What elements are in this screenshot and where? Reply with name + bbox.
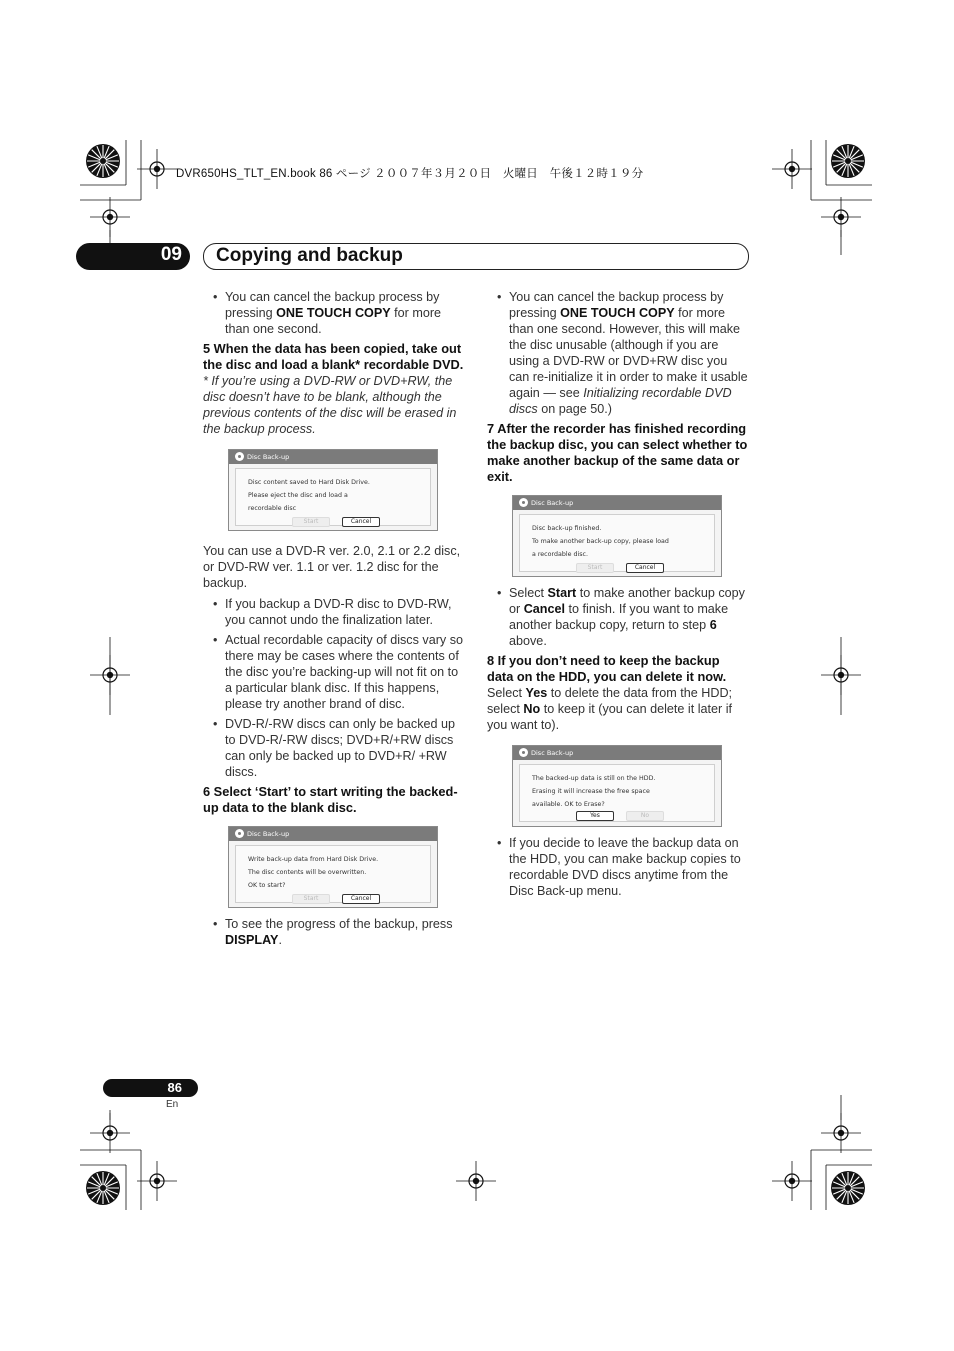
screen-text: Please eject the disc and load a	[248, 492, 348, 499]
screen-title-bar: Disc Back-up	[513, 746, 721, 760]
screen-text: a recordable disc.	[532, 551, 588, 558]
cancel-button[interactable]: Cancel	[342, 894, 380, 904]
chapter-badge	[76, 243, 190, 270]
screen-title-bar: Disc Back-up	[229, 827, 437, 841]
list-item: • You can cancel the backup process by pressing ONE TOUCH COPY for more than one second. However, this will make the disc unusable (although if you are using a DVD-RW or DVD+RW disc you can re-initialize it in order to make it usable again — see Initializing recordable DVD discs on page 50.)	[487, 289, 749, 417]
step-5-heading: 5 When the data has been copied, take out the disc and load a blank* recordable DVD.	[203, 341, 464, 372]
bullet-list	[487, 289, 749, 417]
chapter-number: 09	[160, 244, 182, 265]
list-item: • If you backup a DVD-R disc to DVD-RW, you cannot undo the finalization later.	[203, 596, 465, 628]
screen-text: The disc contents will be overwritten.	[248, 869, 367, 876]
list-item: • Select Start to make another backup copy or Cancel to finish. If you want to make another backup copy, return to step 6 above.	[487, 585, 749, 649]
cancel-button[interactable]: Cancel	[626, 563, 664, 573]
screen-text: Disc back-up finished.	[532, 525, 602, 532]
cancel-button[interactable]: Cancel	[342, 517, 380, 527]
screen-text: To make another back-up copy, please load	[532, 538, 669, 545]
compatible-discs-paragraph: You can use a DVD-R ver. 2.0, 2.1 or 2.2 disc, or DVD-RW ver. 1.1 or ver. 1.2 disc for the backup.	[203, 544, 461, 590]
disc-icon	[235, 452, 244, 461]
step-6-heading: 6 Select ‘Start’ to start writing the backed-up data to the blank disc.	[203, 784, 458, 815]
chapter-header	[203, 243, 749, 270]
no-button[interactable]: No	[626, 811, 664, 821]
list-item: • DVD-R/-RW discs can only be backed up to DVD-R/-RW discs; DVD+R/+RW discs can only be backed up to DVD+R/ +RW discs.	[203, 716, 465, 780]
screen-text: Disc content saved to Hard Disk Drive.	[248, 479, 370, 486]
disc-backup-screen-1	[228, 449, 438, 531]
screen-text: OK to start?	[248, 882, 286, 889]
chapter-title: Copying and backup	[216, 245, 403, 266]
screen-text: recordable disc	[248, 505, 297, 512]
bullet-list	[487, 585, 749, 649]
print-header: DVR650HS_TLT_EN.book 86 ページ ２００７年３月２０日 火曜日 午後１２時１９分	[176, 168, 644, 180]
right-column	[487, 289, 749, 899]
bullet-list	[487, 835, 749, 899]
disc-icon	[519, 748, 528, 757]
start-button[interactable]: Start	[576, 563, 614, 573]
page-number-badge	[103, 1079, 198, 1097]
screen-title-bar: Disc Back-up	[513, 496, 721, 510]
list-item: • If you decide to leave the backup data on the HDD, you can make backup copies to recordable DVD discs anytime from the Disc Back-up menu.	[487, 835, 749, 899]
step-5-note: * If you’re using a DVD-RW or DVD+RW, the disc doesn’t have to be blank, although the previous contents of the disc will be erased in the backup process.	[203, 374, 457, 436]
bullet-list	[203, 596, 465, 780]
disc-backup-screen-3	[512, 495, 722, 577]
step-7-heading: 7 After the recorder has finished recording the backup disc, you can select whether to make another backup of the same data or exit.	[487, 421, 748, 484]
disc-backup-screen-2	[228, 826, 438, 908]
step-8-body: Select Yes to delete the data from the HDD; select No to keep it (you can delete it later if you want to).	[487, 686, 733, 732]
step-8-heading: 8 If you don’t need to keep the backup data on the HDD, you can delete it now.	[487, 653, 727, 684]
list-item: • To see the progress of the backup, press DISPLAY.	[203, 916, 465, 948]
screen-title-bar: Disc Back-up	[229, 450, 437, 464]
screen-text: Erasing it will increase the free space	[532, 788, 650, 795]
list-item: • You can cancel the backup process by pressing ONE TOUCH COPY for more than one second.	[203, 289, 465, 337]
disc-icon	[235, 829, 244, 838]
language-code: En	[166, 1099, 179, 1110]
page-number: 86	[167, 1080, 182, 1095]
start-button[interactable]: Start	[292, 894, 330, 904]
screen-text: Write back-up data from Hard Disk Drive.	[248, 856, 379, 863]
yes-button[interactable]: Yes	[576, 811, 614, 821]
disc-backup-screen-4	[512, 745, 722, 827]
disc-icon	[519, 498, 528, 507]
start-button[interactable]: Start	[292, 517, 330, 527]
list-item: • Actual recordable capacity of discs vary so there may be cases where the contents of the disc you’re backing-up will not fit on to a particular blank disc. If this happens, please try another brand of disc.	[203, 632, 465, 712]
bullet-list	[203, 289, 465, 337]
screen-text: available. OK to Erase?	[532, 801, 605, 808]
bullet-list	[203, 916, 465, 948]
left-column	[203, 289, 465, 948]
screen-text: The backed-up data is still on the HDD.	[532, 775, 656, 782]
